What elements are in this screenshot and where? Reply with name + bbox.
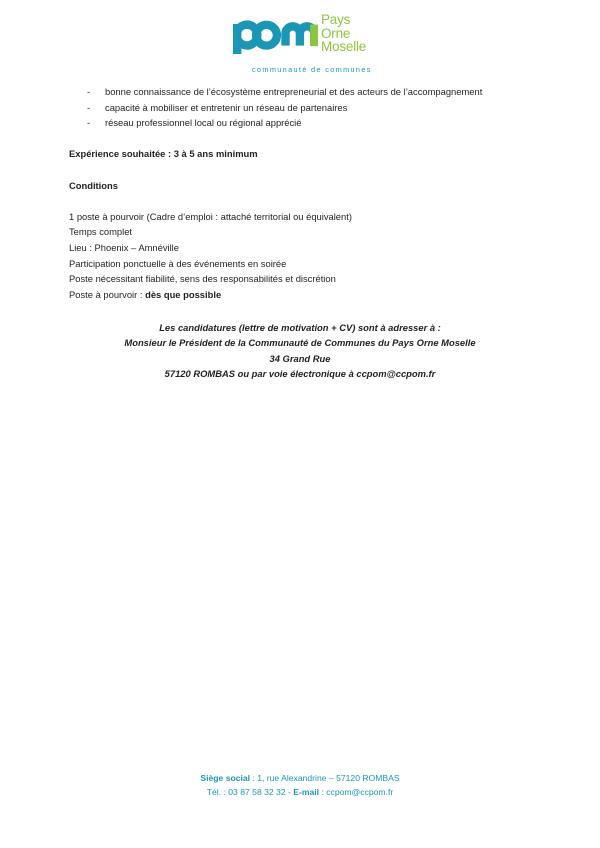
list-item: [69, 100, 489, 116]
pom-wordmark-icon: [232, 12, 318, 56]
list-item-label: réseau professionnel local ou régional apprécié: [105, 117, 302, 129]
address-line: 57120 ROMBAS ou par voie électronique à ccpom@ccpom.fr: [164, 367, 436, 379]
footer-email-label: E-mail: [293, 786, 320, 797]
organization-logo: [232, 12, 392, 74]
availability-line: [69, 287, 489, 303]
condition-line: Poste nécessitant fiabilité, sens des responsabilités et discrétion: [69, 273, 336, 285]
footer-address-value: : 1, rue Alexandrine – 57120 ROMBAS: [250, 773, 400, 783]
footer-address-line: [0, 772, 600, 786]
address-line: Monsieur le Président de la Communauté de Communes du Pays Orne Moselle: [124, 337, 476, 349]
spacer: [69, 193, 489, 209]
logo-name-lines: [321, 12, 366, 54]
list-item-label: bonne connaissance de l’écosystème entrepreneurial et des acteurs de l’accompagnement: [105, 86, 483, 97]
conditions-list: [69, 209, 489, 303]
skills-bullet-list: [69, 84, 489, 131]
page-footer: [0, 772, 600, 799]
footer-email-value: : ccpom@ccpom.fr: [319, 786, 394, 797]
application-address-block: [0, 320, 600, 381]
address-line: 34 Grand Rue: [269, 352, 331, 364]
condition-line: Lieu : Phoenix – Amnéville: [69, 241, 179, 253]
footer-contact-line: [0, 786, 600, 800]
logo-name-line-3: Moselle: [321, 39, 367, 55]
bullet-dash: -: [87, 101, 91, 113]
footer-address-label: Siège social: [200, 773, 251, 783]
list-item-label: capacité à mobiliser et entretenir un réseau de partenaires: [105, 101, 348, 113]
spacer: [69, 162, 489, 178]
experience-line: Expérience souhaitée : 3 à 5 ans minimum: [69, 148, 258, 160]
bullet-dash: -: [87, 86, 91, 97]
spacer: [69, 131, 489, 147]
condition-line: Participation ponctuelle à des événements en soirée: [69, 257, 287, 269]
list-item: [69, 84, 489, 100]
document-body: [69, 84, 489, 302]
address-line: Les candidatures (lettre de motivation + CV) sont à adresser à :: [159, 322, 441, 333]
logo-tagline: communauté de communes: [252, 65, 372, 74]
logo-name-line-1: Pays: [321, 12, 351, 27]
availability-label: Poste à pourvoir :: [69, 288, 146, 300]
logo-name-line-2: Orne: [321, 25, 351, 41]
condition-line: Temps complet: [69, 226, 133, 238]
footer-tel-value: 03 87 58 32 32: [228, 786, 286, 797]
list-item: [69, 115, 489, 131]
bullet-dash: -: [87, 117, 91, 129]
logo-row: [232, 12, 392, 56]
footer-separator: -: [285, 786, 294, 797]
footer-tel-label: Tél. :: [206, 786, 229, 797]
conditions-heading: Conditions: [69, 179, 118, 191]
condition-line: 1 poste à pourvoir (Cadre d’emploi : attaché territorial ou équivalent): [69, 210, 352, 222]
availability-value: dès que possible: [145, 288, 222, 300]
